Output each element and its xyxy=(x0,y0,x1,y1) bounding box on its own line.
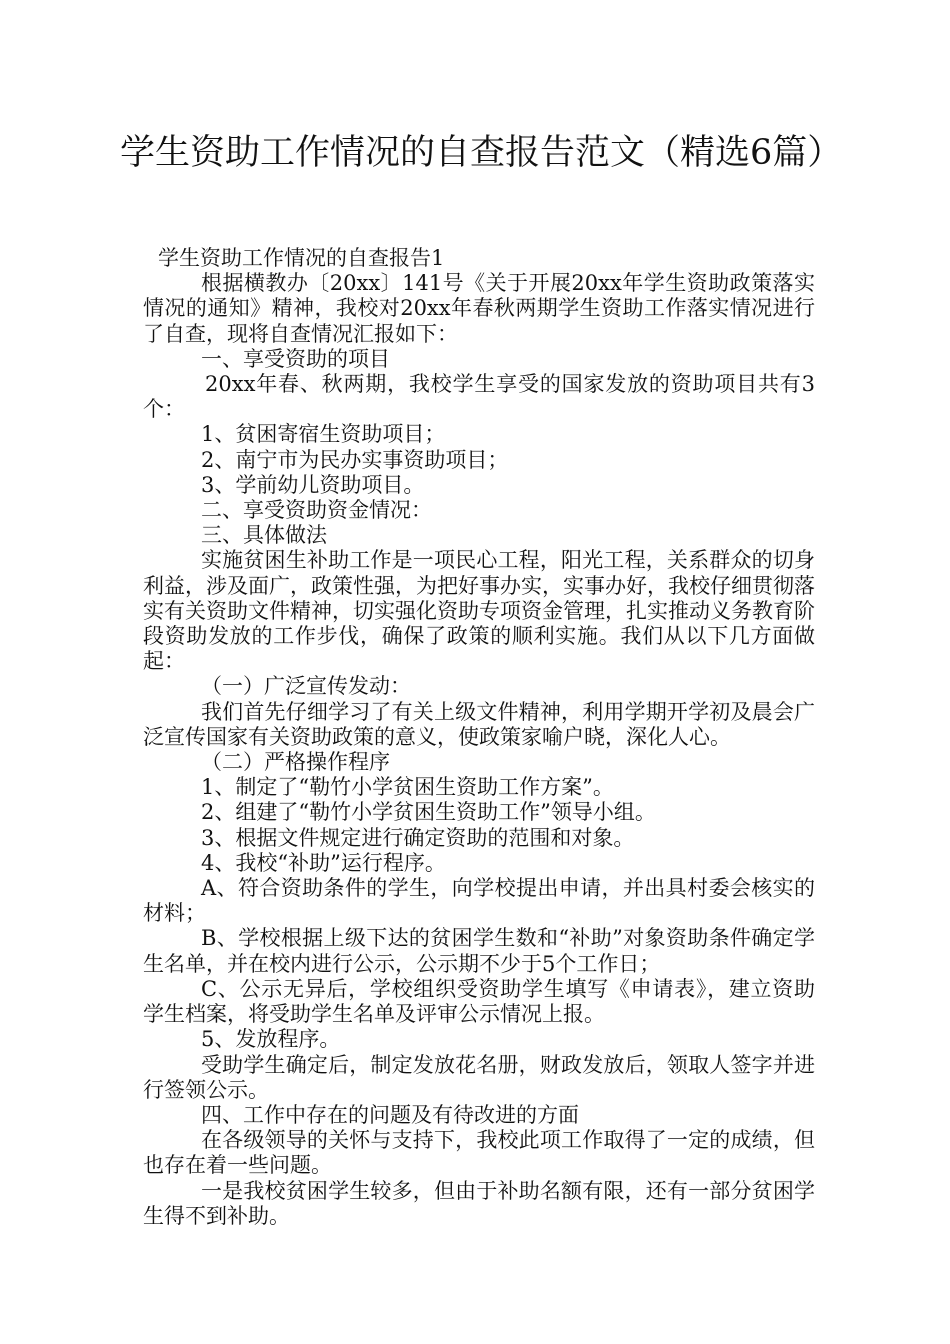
section-heading: 一、享受资助的项目 xyxy=(201,346,390,371)
section-heading: 二、享受资助资金情况： xyxy=(201,498,432,523)
list-item: 5、发放程序。 xyxy=(201,1027,341,1052)
section-heading: （一）广泛宣传发动： xyxy=(201,674,411,699)
paragraph: 实施贫困生补助工作是一项民心工程，阳光工程，关系群众的切身利益，涉及面广，政策性强，为把好事办实，实事办好，我校仔细贯彻落实有关资助文件精神，切实强化资助专项资金管理，扎实推动义务教育阶段资助发放的工作步伐，确保了政策的顺利实施。我们从以下几方面做起： xyxy=(143,548,815,674)
paragraph: 在各级领导的关怀与支持下，我校此项工作取得了一定的成绩，但也存在着一些问题。 xyxy=(143,1128,815,1178)
list-item: 1、贫困寄宿生资助项目； xyxy=(201,422,446,447)
section-heading: 四、工作中存在的问题及有待改进的方面 xyxy=(201,1102,579,1127)
list-item: 4、我校“补助”运行程序。 xyxy=(201,850,446,875)
section-subtitle: 学生资助工作情况的自查报告1 xyxy=(158,246,445,270)
list-item: 3、学前幼儿资助项目。 xyxy=(201,472,425,497)
list-item: 2、组建了“勒竹小学贫困生资助工作”领导小组。 xyxy=(201,800,656,825)
list-item: 1、制定了“勒竹小学贫困生资助工作方案”。 xyxy=(201,775,614,800)
list-item: 3、根据文件规定进行确定资助的范围和对象。 xyxy=(201,825,635,850)
document-body xyxy=(143,246,815,1229)
paragraph: 一是我校贫困学生较多，但由于补助名额有限，还有一部分贫困学生得不到补助。 xyxy=(143,1178,815,1228)
section-heading: （二）严格操作程序 xyxy=(201,750,390,775)
paragraph: 20xx年春、秋两期，我校学生享受的国家发放的资助项目共有3个： xyxy=(143,372,815,422)
document-title: 学生资助工作情况的自查报告范文（精选6篇） xyxy=(120,133,843,173)
paragraph: 根据横教办〔20xx〕141号《关于开展20xx年学生资助政策落实情况的通知》精神，我校对20xx年春秋两期学生资助工作落实情况进行了自查，现将自查情况汇报如下： xyxy=(143,271,815,346)
section-heading: 三、具体做法 xyxy=(201,523,327,548)
paragraph: A、符合资助条件的学生，向学校提出申请，并出具村委会核实的材料； xyxy=(143,876,815,926)
paragraph: C、公示无异后，学校组织受资助学生填写《申请表》，建立资助学生档案，将受助学生名单及评审公示情况上报。 xyxy=(143,976,815,1027)
paragraph: B、学校根据上级下达的贫困学生数和“补助”对象资助条件确定学生名单，并在校内进行公示，公示期不少于5个工作日； xyxy=(143,926,815,976)
list-item: 2、南宁市为民办实事资助项目； xyxy=(201,447,509,472)
paragraph: 受助学生确定后，制定发放花名册，财政发放后，领取人签字并进行签领公示。 xyxy=(143,1052,815,1102)
paragraph: 我们首先仔细学习了有关上级文件精神，利用学期开学初及晨会广泛宣传国家有关资助政策的意义，使政策家喻户晓，深化人心。 xyxy=(143,699,815,749)
